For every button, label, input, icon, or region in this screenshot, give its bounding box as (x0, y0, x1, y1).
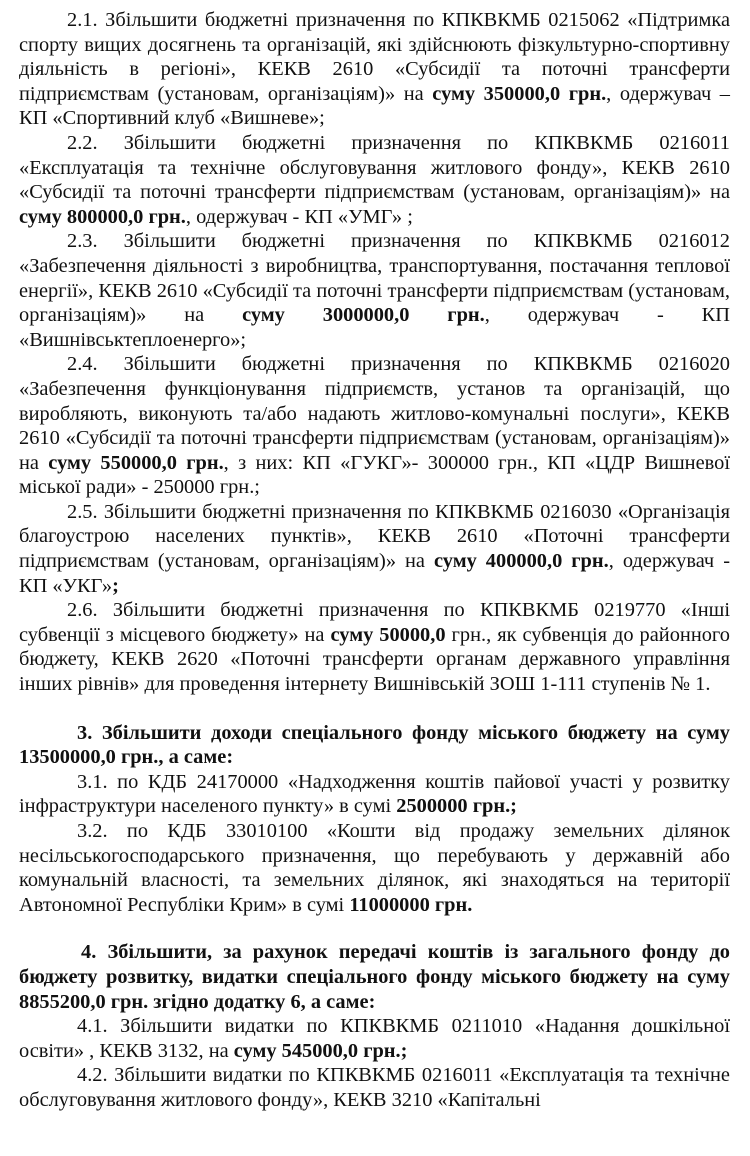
spacer (19, 697, 730, 721)
paragraph-text-end: , одержувач – КП «Спортивний клуб «Вишневе»; (19, 82, 730, 130)
paragraph-2-5 (19, 500, 730, 598)
bold-semicolon: ; (112, 574, 119, 597)
paragraph-2-6 (19, 598, 730, 696)
paragraph-3-1 (19, 770, 730, 819)
paragraph-number: 2.1. (67, 9, 98, 31)
paragraph-text-end: , одержувач - КП «УМГ» ; (185, 205, 413, 228)
spacer (19, 917, 730, 940)
paragraph-text: Збільшити бюджетні призначення по КПКВКМБ 0216012 «Забезпечення діяльності з виробництва, транспортування, постачання теплової енергії», КЕКВ 2610 «Субсидії та поточні трансферти підприємствам (установам, організаціям)» на (19, 230, 730, 327)
amount-bold: суму 3000000,0 грн. (242, 304, 485, 327)
paragraph-text-end: , одержувач - КП «Вишнівськтеплоенерго»; (19, 304, 731, 351)
amount-bold: 2500000 грн.; (396, 795, 517, 818)
paragraph-3-2 (19, 819, 730, 917)
amount-bold: суму 800000,0 грн. (19, 205, 186, 228)
amount-bold: суму 545000,0 грн.; (233, 1039, 408, 1062)
paragraph-text: Збільшити бюджетні призначення по КПКВКМБ 0216011 «Експлуатація та технічне обслуговування житлового фонду», КЕКВ 2610 «Субсидії та поточні трансферти підприємствам (установам, організаціям)» на (19, 131, 730, 204)
paragraph-text: Збільшити бюджетні призначення по КПКВКМБ 0219770 «Інші субвенції з місцевого бюджету» на (19, 599, 730, 646)
paragraph-2-1 (19, 8, 730, 131)
section-4-heading: 4. Збільшити, за рахунок передачі коштів із загального фонду до бюджету розвитку, видатки спеціального фонду міського бюджету на суму 8855200,0 грн. згідно додатку 6, а саме: (19, 941, 730, 1013)
paragraph-text-end: , з них: КП «ГУКГ»- 300000 грн., КП «ЦДР Вишневої міської ради» - 250000 грн.; (19, 451, 730, 499)
amount-bold: суму 550000,0 грн. (48, 451, 224, 474)
paragraph-text: Збільшити бюджетні призначення по КПКВКМБ 0215062 «Підтримка спорту вищих досягнень та організацій, які здійснюють фізкультурно-спортивну діяльність в регіоні», КЕКВ 2610 «Субсидії та поточні трансферти підприємствам (установам, організаціям)» на (19, 9, 730, 105)
paragraph-text: 4.2. Збільшити видатки по КПКВКМБ 0216011 «Експлуатація та технічне обслуговування житлового фонду», КЕКВ 3210 «Капітальні (19, 1064, 730, 1111)
paragraph-text: 4.1. Збільшити видатки по КПКВКМБ 0211010 «Надання дошкільної освіти» , КЕКВ 3132, на (19, 1015, 730, 1062)
paragraph-text: 3.2. по КДБ 33010100 «Кошти від продажу земельних ділянок несільськогосподарського призначення, що перебувають у державній або комунальній власності, та земельних ділянок, які знаходяться на території Автономної Республіки Крим» в сумі (19, 820, 730, 916)
paragraph-number: 2.6. (67, 599, 98, 622)
amount-bold: суму 400000,0 грн. (434, 550, 609, 573)
amount-bold: суму 350000,0 грн. (432, 82, 607, 105)
paragraph-number: 2.4. (67, 353, 98, 376)
paragraph-text: Збільшити бюджетні призначення по КПКВКМБ 0216020 «Забезпечення функціонування підприємств, установ та організацій, що виробляють, виконують та/або надають житлово-комунальні послуги», КЕКВ 2610 «Субсидії та поточні трансферти підприємствам (установам, організаціям)» на (19, 353, 730, 474)
amount-bold: 11000000 грн. (349, 893, 473, 916)
paragraph-2-2 (19, 131, 730, 229)
paragraph-number: 2.5. (67, 500, 98, 523)
paragraph-number: 2.3. (67, 230, 98, 253)
paragraph-4-1 (19, 1014, 730, 1063)
paragraph-2-4 (19, 352, 730, 500)
paragraph-2-3 (19, 229, 730, 352)
paragraph-4-2 (19, 1063, 730, 1112)
paragraph-text-end: грн., як субвенція до районного бюджету, КЕКВ 2620 «Поточні трансферти органам державного управління інших рівнів» для проведення інтернету Вишнівській ЗОШ 1-111 ступенів № 1. (19, 623, 730, 696)
paragraph-text: Збільшити бюджетні призначення по КПКВКМБ 0216030 «Організація благоустрою населених пунктів», КЕКВ 2610 «Поточні трансферти підприємствам (установам, організаціям)» на (19, 500, 730, 573)
section-3-heading: 3. Збільшити доходи спеціального фонду міського бюджету на суму 13500000,0 грн., а саме: (19, 721, 730, 769)
paragraph-text: 3.1. по КДБ 24170000 «Надходження коштів пайової участі у розвитку інфраструктури населеного пункту» в сумі (19, 770, 730, 818)
amount-bold: суму 50000,0 (330, 623, 446, 646)
paragraph-text-end: , одержувач - КП «УКГ» (19, 550, 730, 597)
paragraph-number: 2.2. (67, 131, 98, 154)
